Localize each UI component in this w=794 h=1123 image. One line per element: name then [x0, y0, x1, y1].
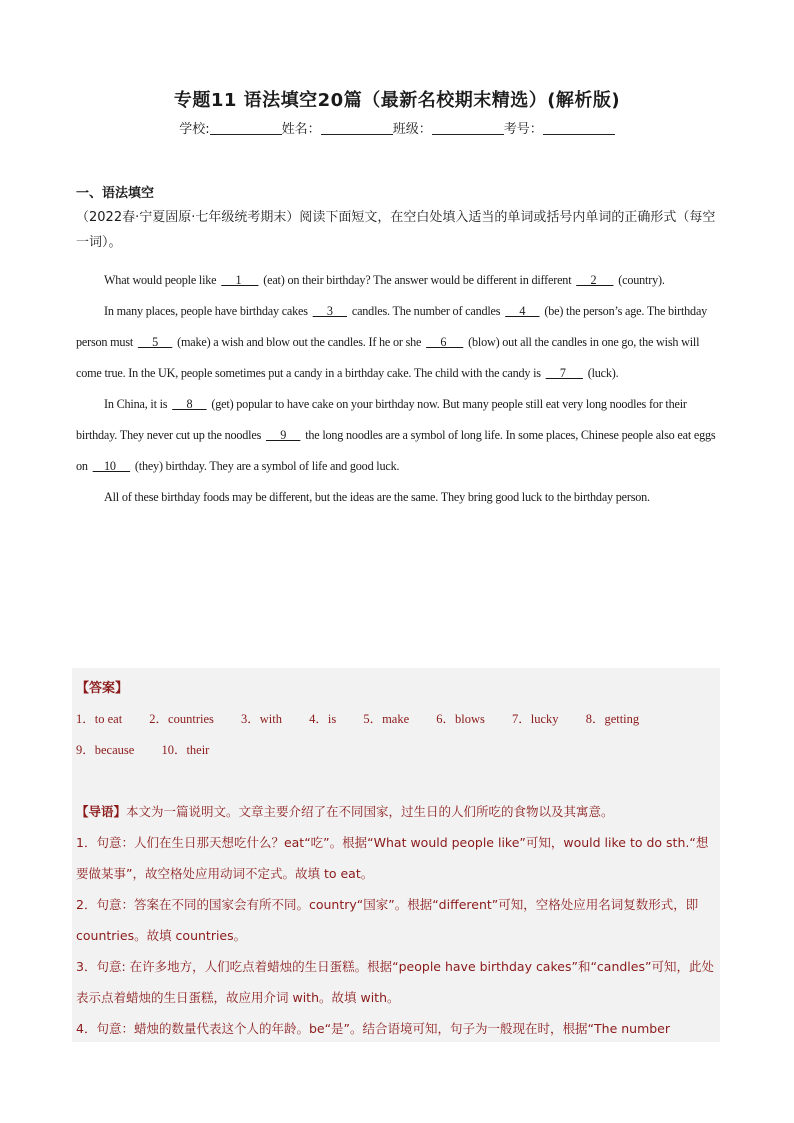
answer-item: 10．their — [161, 743, 210, 757]
blank-9: 9 — [265, 428, 301, 442]
blank-4: 4 — [505, 304, 540, 318]
passage-paragraph-1 — [76, 265, 720, 296]
blank-7: 7 — [545, 366, 583, 380]
analysis-q3: 3．句意: 在许多地方，人们吃点着蜡烛的生日蛋糕。根据“people have birthday cakes”和“candles”可知，此处表示点着蜡烛的生日蛋糕，故应用介词 with。故填 with。 — [76, 959, 714, 1005]
blank-1: 1 — [221, 273, 259, 287]
answer-item: 3．with — [241, 712, 282, 726]
analysis-q2: 2．句意：答案在不同的国家会有所不同。country“国家”。根据“different”可知，空格处应用名词复数形式，即 countries。故填 countries。 — [76, 897, 699, 943]
answer-item: 2．countries — [149, 712, 214, 726]
blank-3: 3 — [312, 304, 348, 318]
passage-paragraph-3 — [76, 389, 720, 482]
passage-text: (make) a wish and blow out the candles. If he or she — [174, 335, 425, 349]
class-label: 班级： — [392, 122, 432, 137]
blank-2: 2 — [576, 273, 614, 287]
blank-8: 8 — [172, 397, 207, 411]
analysis-section — [76, 796, 716, 1044]
passage-text: (be) the person’s age. The birthday person must — [76, 304, 708, 349]
analysis-q4: 4．句意：蜡烛的数量代表这个人的年龄。be“是”。结合语境可知，句子为一般现在时，根据“The number — [76, 1021, 671, 1036]
exam-no-label: 考号： — [503, 122, 543, 137]
answer-item: 7．lucky — [512, 712, 559, 726]
blank-10: 10 — [92, 459, 131, 473]
exam-no-field[interactable] — [543, 122, 615, 135]
question-source: （2022春·宁夏固原·七年级统考期末）阅读下面短文，在空白处填入适当的单词或括号内单词的正确形式（每空一词）。 — [76, 210, 716, 250]
answer-section — [72, 668, 720, 1042]
answer-item: 1．to eat — [76, 712, 123, 726]
reading-passage — [76, 265, 720, 513]
passage-text: (they) birthday. They are a symbol of life and good luck. — [132, 459, 400, 473]
passage-text: In many places, people have birthday cakes — [104, 304, 311, 318]
student-info-line — [0, 118, 794, 137]
name-field[interactable] — [321, 122, 393, 135]
name-label: 姓名： — [281, 122, 321, 137]
blank-5: 5 — [137, 335, 173, 349]
analysis-intro — [76, 796, 716, 827]
school-label: 学校: — [179, 122, 210, 137]
answer-list — [76, 704, 712, 766]
passage-text: candles. The number of candles — [349, 304, 504, 318]
passage-paragraph-4: All of these birthday foods may be different, but the ideas are the same. They bring good luck to the birthday person. — [104, 490, 650, 504]
answer-item: 4．is — [309, 712, 337, 726]
intro-text: 本文为一篇说明文。文章主要介绍了在不同国家，过生日的人们所吃的食物以及其寓意。 — [126, 804, 614, 819]
page-title: 专题11 语法填空20篇（最新名校期末精选）(解析版) — [173, 90, 621, 111]
passage-text: (country). — [615, 273, 665, 287]
passage-text: (blow) out all the candles in one go, the wish will come true. In the UK, people sometimes put a candy in a birthday cake. The child with the candy is — [76, 335, 700, 380]
passage-paragraph-2 — [76, 296, 720, 389]
section-heading: 一、语法填空 — [76, 186, 155, 201]
answer-label: 【答案】 — [76, 681, 129, 696]
answer-item: 9．because — [76, 743, 135, 757]
analysis-q1: 1．句意：人们在生日那天想吃什么？eat“吃”。根据“What would people like”可知，would like to do sth.“想要做某事”，故空格处应用动词不定式。故填 to eat。 — [76, 835, 709, 881]
school-field[interactable] — [210, 122, 282, 135]
passage-text: the long noodles are a symbol of long life. In some places, Chinese people also eat eggs on — [76, 428, 716, 473]
passage-text: (eat) on their birthday? The answer would be different in different — [260, 273, 575, 287]
answer-item: 5．make — [363, 712, 410, 726]
passage-text: What would people like — [104, 273, 220, 287]
answer-item: 6．blows — [436, 712, 485, 726]
answer-item: 8．getting — [585, 712, 640, 726]
passage-text: In China, it is — [104, 397, 171, 411]
intro-label: 【导语】 — [76, 804, 127, 819]
passage-text: (get) popular to have cake on your birthday now. But many people still eat very long noodles for their birthday. They never cut up the noodles — [76, 397, 687, 442]
class-field[interactable] — [432, 122, 504, 135]
blank-6: 6 — [426, 335, 464, 349]
passage-text: (luck). — [584, 366, 619, 380]
